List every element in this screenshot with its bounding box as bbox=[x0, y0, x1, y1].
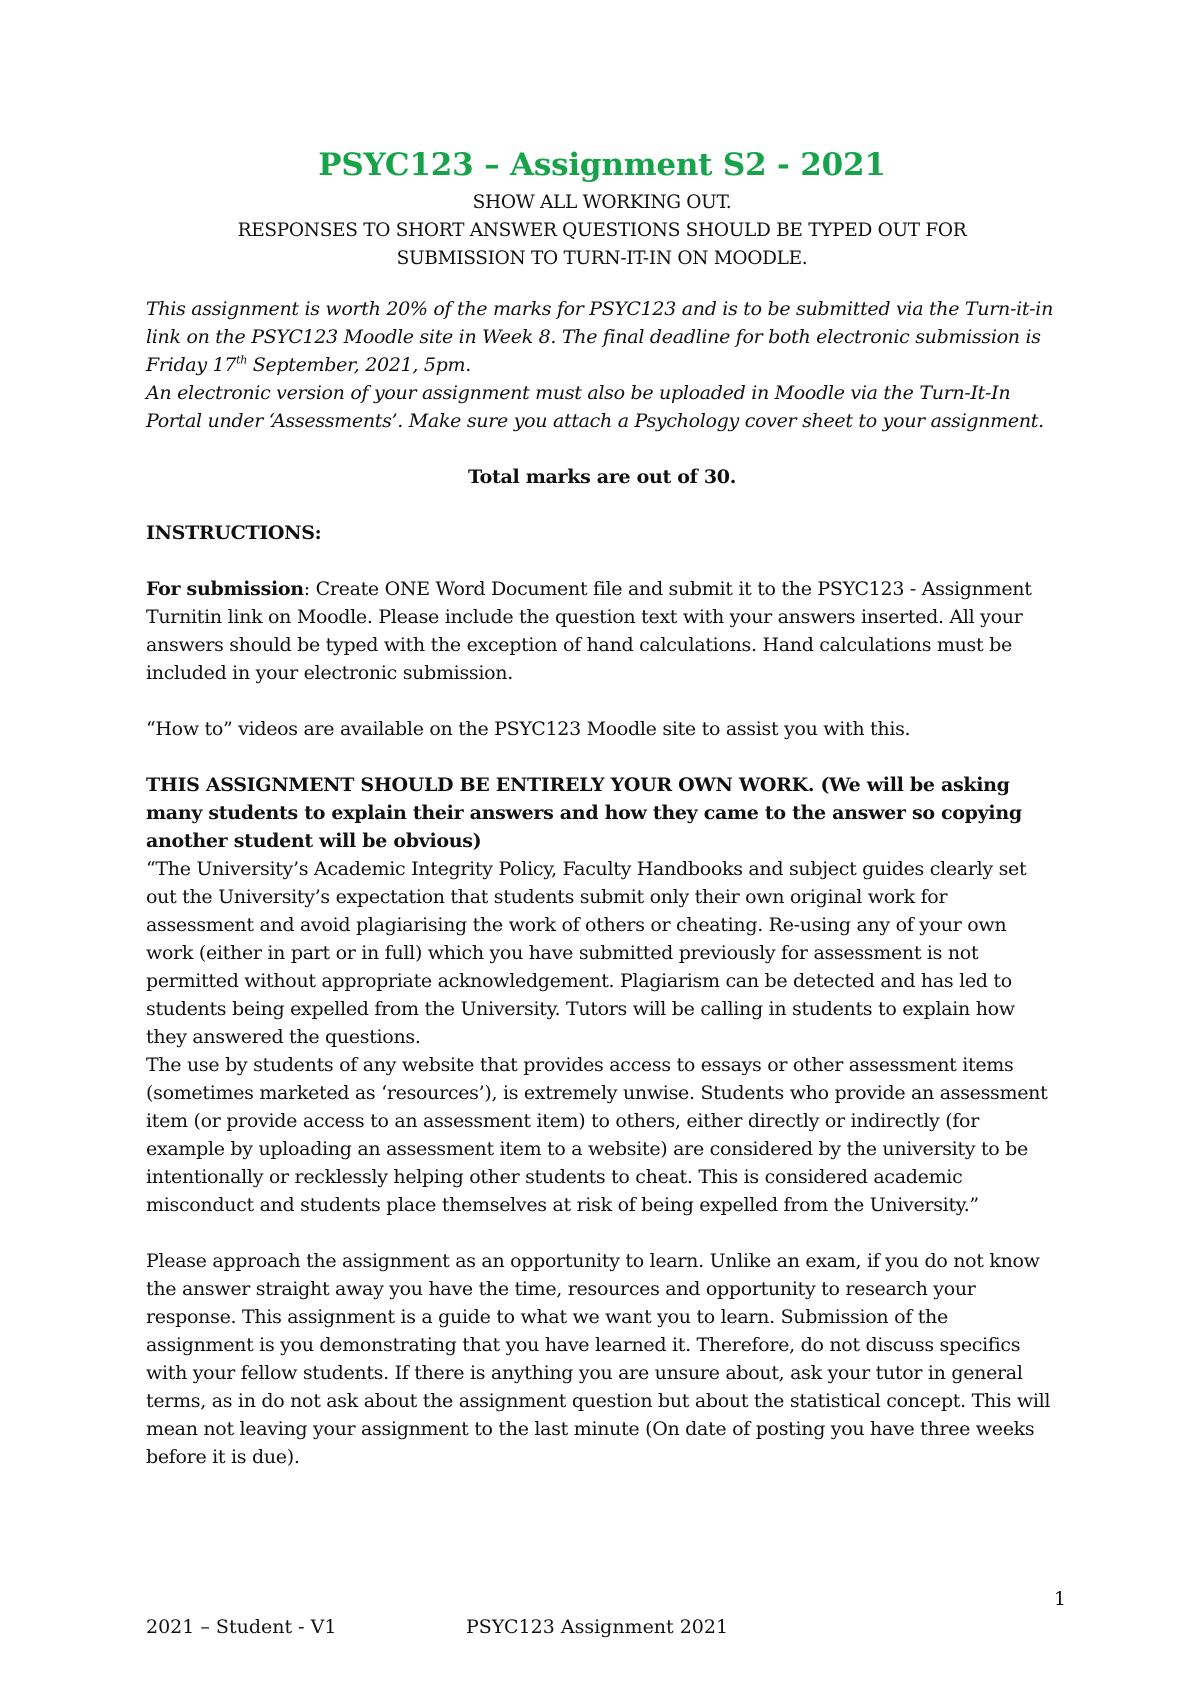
total-marks: Total marks are out of 30. bbox=[467, 466, 737, 488]
integrity-heading: THIS ASSIGNMENT SHOULD BE ENTIRELY YOUR OWN WORK. (We will be asking many students to explain their answers and how they came to the answer so copying another student will be obvious) bbox=[146, 774, 1022, 852]
caps-instructions bbox=[146, 189, 1058, 273]
intro-text-1b: September, 2021, 5pm. bbox=[247, 354, 471, 376]
how-to-paragraph: “How to” videos are available on the PSYC123 Moodle site to assist you with this. bbox=[146, 718, 911, 740]
intro-notice bbox=[146, 295, 1058, 435]
caps-line-1: SHOW ALL WORKING OUT. bbox=[472, 192, 732, 213]
footer-right: PSYC123 Assignment 2021 bbox=[466, 1616, 729, 1638]
submission-text: : Create ONE Word Document file and submit it to the PSYC123 - Assignment Turnitin link on Moodle. Please include the question text with your answers inserted. All your answers should be typed with the exception of hand calculations. Hand calculations must be included in your electronic submission. bbox=[146, 578, 1032, 684]
page-title: PSYC123 – Assignment S2 - 2021 bbox=[318, 147, 886, 183]
date-suffix: th bbox=[236, 353, 247, 367]
caps-line-3: SUBMISSION TO TURN-IT-IN ON MOODLE. bbox=[396, 248, 808, 269]
page-number: 1 bbox=[1053, 1588, 1066, 1610]
integrity-quote-paragraph-2: The use by students of any website that provides access to essays or other assessment items (sometimes marketed as ‘resources’), is extremely unwise. Students who provide an assessment item (or provide access to an assessment item) to others, either directly or indirectly (for example by uploading an assessment item to a website) are considered by the university to be intentionally or recklessly helping other students to cheat. This is considered academic misconduct and students place themselves at risk of being expelled from the University.” bbox=[146, 1054, 1048, 1216]
integrity-section bbox=[146, 771, 1058, 1219]
caps-line-2: RESPONSES TO SHORT ANSWER QUESTIONS SHOULD BE TYPED OUT FOR bbox=[237, 220, 967, 241]
intro-text-1: This assignment is worth 20% of the marks for PSYC123 and is to be submitted via the Turn-it-in link on the PSYC123 Moodle site in Week 8. The final deadline for both electronic submission is Friday 17 bbox=[146, 298, 1054, 376]
intro-paragraph-1 bbox=[146, 295, 1058, 379]
instructions-heading: INSTRUCTIONS: bbox=[146, 522, 322, 544]
submission-label: For submission bbox=[146, 578, 304, 600]
approach-paragraph: Please approach the assignment as an opportunity to learn. Unlike an exam, if you do not know the answer straight away you have the time, resources and opportunity to research your response. This assignment is a guide to what we want you to learn. Submission of the assignment is you demonstrating that you have learned it. Therefore, do not discuss specifics with your fellow students. If there is anything you are unsure about, ask your tutor in general terms, as in do not ask about the assignment question but about the statistical concept. This will mean not leaving your assignment to the last minute (On date of posting you have three weeks before it is due). bbox=[146, 1250, 1051, 1468]
intro-paragraph-2: An electronic version of your assignment must also be uploaded in Moodle via the Turn-It-In Portal under ‘Assessments’. Make sure you attach a Psychology cover sheet to your assignment. bbox=[146, 382, 1044, 432]
integrity-quote bbox=[146, 855, 1058, 1219]
submission-paragraph bbox=[146, 575, 1058, 687]
footer-left: 2021 – Student - V1 bbox=[146, 1616, 337, 1638]
page-content bbox=[146, 145, 1058, 1471]
integrity-quote-paragraph-1: “The University’s Academic Integrity Policy, Faculty Handbooks and subject guides clearly set out the University’s expectation that students submit only their own original work for assessment and avoid plagiarising the work of others or cheating. Re-using any of your own work (either in part or in full) which you have submitted previously for assessment is not permitted without appropriate acknowledgement. Plagiarism can be detected and has led to students being expelled from the University. Tutors will be calling in students to explain how they answered the questions. bbox=[146, 858, 1027, 1048]
